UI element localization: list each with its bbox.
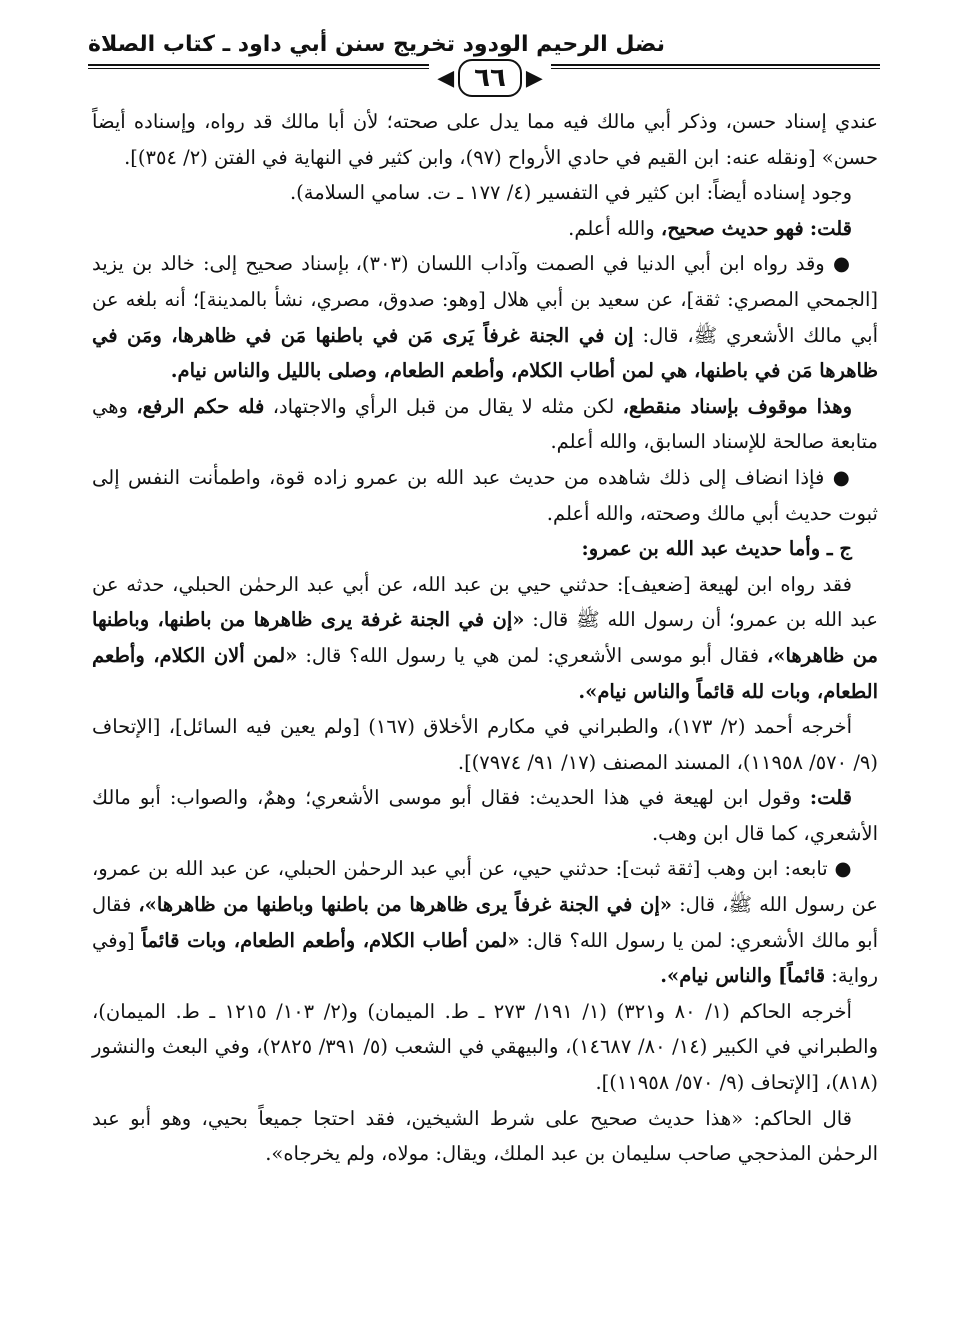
- narration-chain: فقد رواه ابن لهيعة [ضعيف]: حدثني حيي بن عبد الله، عن أبي عبد الرحمٰن الحبلي، حدثه عن عبد الله بن عمرو؛ أن رسول الله ﷺ قال:: [92, 572, 878, 632]
- qultu-label: قلت:: [809, 786, 852, 810]
- paragraph-12: أخرجه الحاكم (١/ ٨٠ و٣٢١) (١/ ١٩١/ ٢٧٣ ـ ط. الميمان) و(٢/ ١٠٣/ ١٢١٥ ـ ط. الميمان)، والطبراني في الكبير (١٤/ ٨٠/ ١٤٦٨٧)، والبيهقي في الشعب (٥/ ٣٩١/ ٢٨٢٥)، وفي البعث والنشور (٨١٨)، [الإتحاف (٩/ ٥٧٠/ ١١٩٥٨)].: [92, 999, 878, 1095]
- paragraph-6-text: فإذا انضاف إلى ذلك شاهده من حديث عبد الله بن عمرو زاده قوة، واطمأنت النفس إلى ثبوت حديث أبي مالك وصحته، والله أعلم.: [92, 465, 878, 525]
- qultu-label: قلت:: [809, 216, 852, 240]
- bullet-icon: ●: [834, 857, 853, 881]
- page-number: ٦٦: [458, 59, 522, 97]
- paragraph-5: [92, 389, 878, 460]
- ruling-text: فهو حديث صحيح،: [660, 216, 804, 240]
- ruling-mawquf: وهذا موقوف بإسناد منقطع،: [622, 394, 853, 418]
- explanation-text: لكن مثله لا يقال من قبل الرأي والاجتهاد،: [272, 394, 615, 418]
- hadith-answer: «لمن ألان الكلام، وأطعم الطعام، وبات لله قائماً والناس نيام».: [92, 643, 878, 703]
- narration-chain: تابعه: ابن وهب [ثقة ثبت]: حدثني حيي، عن أبي عبد الرحمٰن الحبلي، عن عبد الله بن عمرو، عن رسول الله ﷺ، قال:: [92, 857, 879, 917]
- paragraph-6: [92, 460, 878, 531]
- paragraph-2: وجود إسناده أيضاً: ابن كثير في التفسير (٤/ ١٧٧ ـ ت. سامي السلامة).: [289, 181, 852, 205]
- hadith-text: «إن في الجنة غرفاً يرى ظاهرها من باطنها وباطنها من ظاهرها»،: [138, 893, 672, 917]
- paragraph-3: [92, 211, 878, 247]
- hadith-answer: «لمن أطاب الكلام، وأطعم الطعام، وبات قائماً: [141, 928, 520, 952]
- paragraph-9: أخرجه أحمد (٢/ ١٧٣)، والطبراني في مكارم الأخلاق (١٦٧) [ولم يعين فيه السائل]، [الإتحاف (٩/ ٥٧٠/ ١١٩٥٨)، المسند المصنف (١٧/ ٩١/ ٧٩٧٤)].: [92, 715, 878, 774]
- bullet-icon: ●: [832, 252, 852, 276]
- paragraph-4: [92, 246, 878, 388]
- narration-chain: وقد رواه ابن أبي الدنيا في الصمت وآداب اللسان (٣٠٣)، بإسناد صحيح إلى: خالد بن يزيد [الجمحي المصري: ثقة]، عن سعيد بن أبي هلال [وهو: صدوق، مصري، نشأ بالمدينة]؛ أنه بلغه عن أبي مالك الأشعري ﷺ، قال:: [92, 252, 879, 347]
- question-text: فقال أبو موسى الأشعري: لمن هي يا رسول الله؟ قال:: [305, 643, 760, 667]
- hadith-answer-end: والناس نيام».: [660, 964, 772, 988]
- hadith-text: إن في الجنة غرفاً يَرى مَن في باطنها مَن في ظاهرها، ومَن في ظاهرها مَن في باطنها، هي لمن أطاب الكلام، وأطعم الطعام، وصلى بالليل والناس نيام.: [92, 323, 878, 383]
- closing-text: والله أعلم.: [568, 216, 655, 240]
- paragraph-10-text: وقول ابن لهيعة في هذا الحديث: فقال أبو موسى الأشعري؛ وهمٌ، والصواب: أبو مالك الأشعري، كما قال ابن وهب.: [92, 786, 878, 845]
- page-number-badge: [0, 56, 980, 100]
- bullet-icon: ●: [832, 465, 853, 489]
- paragraph-8: [92, 567, 878, 709]
- paragraph-13: قال الحاكم: «هذا حديث صحيح على شرط الشيخين، فقد احتجا جميعاً بحيي، وهو أبو عبد الرحمٰن المذحجي صاحب سليمان بن عبد الملك، ويقال: مولاه، ولم يخرجاه».: [92, 1106, 878, 1166]
- paragraph-1: عندي إسناد حسن، وذكر أبي مالك فيه مما يدل على صحته؛ لأن أبا مالك قد رواه، وإسناده أيضاً حسن» [ونقله عنه: ابن القيم في حادي الأرواح (٩٧)، وابن كثير في النهاية في الفتن (٢/ ٣٥٤)].: [92, 110, 878, 169]
- section-heading-text: ج ـ وأما حديث عبد الله بن عمرو:: [581, 537, 852, 561]
- ruling-marfu: فله حكم الرفع،: [136, 394, 265, 418]
- paragraph-10: [92, 780, 878, 851]
- ornament-left-icon: ◀: [437, 65, 455, 91]
- body-text: [92, 104, 878, 1172]
- closing-text: وهي متابعة صالحة للإسناد السابق، والله أعلم.: [92, 394, 878, 454]
- section-heading-c: [92, 531, 878, 567]
- page-number-frame: [429, 59, 551, 97]
- running-header-title: نضل الرحيم الودود تخريج سنن أبي داود ـ كتاب الصلاة: [88, 31, 665, 57]
- hadith-text: «إن في الجنة غرفة يرى ظاهرها من باطنها، وباطنها من ظاهرها»،: [92, 608, 878, 667]
- paragraph-11: [92, 851, 878, 993]
- question-text: فقال أبو مالك الأشعري: لمن يا رسول الله؟ قال:: [92, 893, 878, 952]
- variant-label: [وفي رواية:: [92, 928, 878, 988]
- variant-text: قائماً]: [777, 964, 826, 988]
- ornament-right-icon: ▶: [525, 65, 543, 91]
